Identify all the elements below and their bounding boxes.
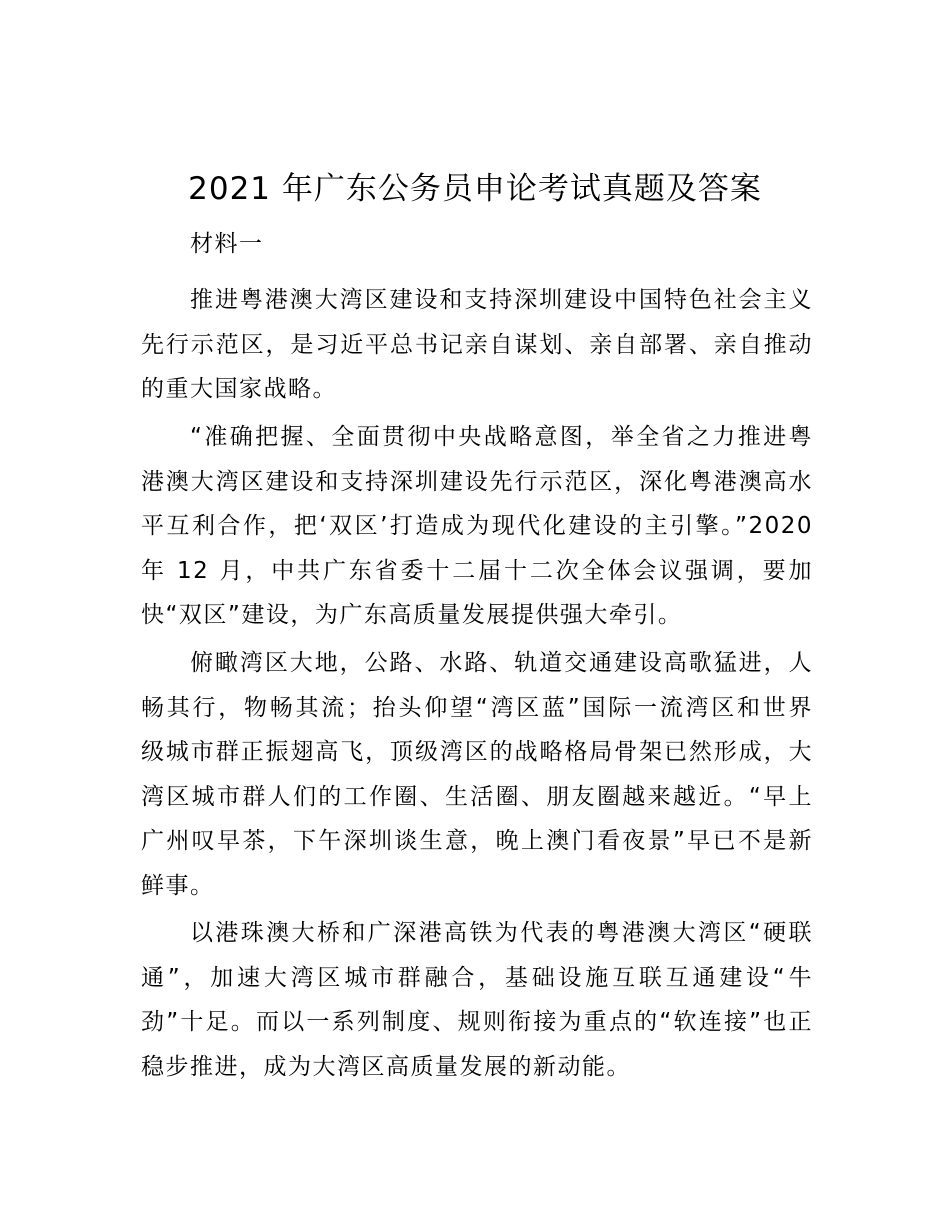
paragraph-line: 推进粤港澳大湾区建设和支持深圳建设中国特色社会主义 [190,287,813,313]
paragraph-line: 港澳大湾区建设和支持深圳建设先行示范区，深化粤港澳高水 [141,468,813,495]
paragraph-3 [141,641,813,908]
paragraph-line: 先行示范区，是习近平总书记亲自谋划、亲自部署、亲自推动 [141,331,813,358]
paragraph-line: 广州叹早茶，下午深圳谈生意，晚上澳门看夜景”早已不是新 [141,828,813,854]
paragraph-line: 年 12 月，中共广东省委十二届十二次全体会议强调，要加 [141,557,813,584]
paragraph-line: 稳步推进，成为大湾区高质量发展的新动能。 [141,1053,631,1080]
paragraph-line: 以港珠澳大桥和广深港高铁为代表的粤港澳大湾区“硬联 [190,920,813,946]
paragraph-line: 湾区城市群人们的工作圈、生活圈、朋友圈越来越近。“早上 [141,783,813,810]
section-label: 材料一 [190,231,264,257]
paragraph-line: 平互利合作，把‘双区’打造成为现代化建设的主引擎。”2020 [141,513,813,539]
paragraph-line: 畅其行，物畅其流；抬头仰望“湾区蓝”国际一流湾区和世界 [141,694,813,721]
document-title: 2021 年广东公务员申论考试真题及答案 [188,171,762,207]
paragraph-line: 快“双区”建设，为广东高质量发展提供强大牵引。 [141,602,683,628]
paragraph-4 [141,911,813,1089]
paragraph-2 [141,415,813,638]
paragraph-line: 通”，加速大湾区城市群融合，基础设施互联互通建设“牛 [141,964,813,991]
paragraph-1 [141,278,813,412]
paragraph-line: “准确把握、全面贯彻中央战略意图，举全省之力推进粤 [190,424,813,450]
paragraph-line: 的重大国家战略。 [141,376,337,402]
paragraph-line: 级城市群正振翅高飞，顶级湾区的战略格局骨架已然形成，大 [141,739,813,765]
paragraph-line: 鲜事。 [141,872,215,899]
paragraph-line: 劲”十足。而以一系列制度、规则衔接为重点的“软连接”也正 [141,1009,813,1035]
paragraph-line: 俯瞰湾区大地，公路、水路、轨道交通建设高歌猛进，人 [190,650,813,676]
